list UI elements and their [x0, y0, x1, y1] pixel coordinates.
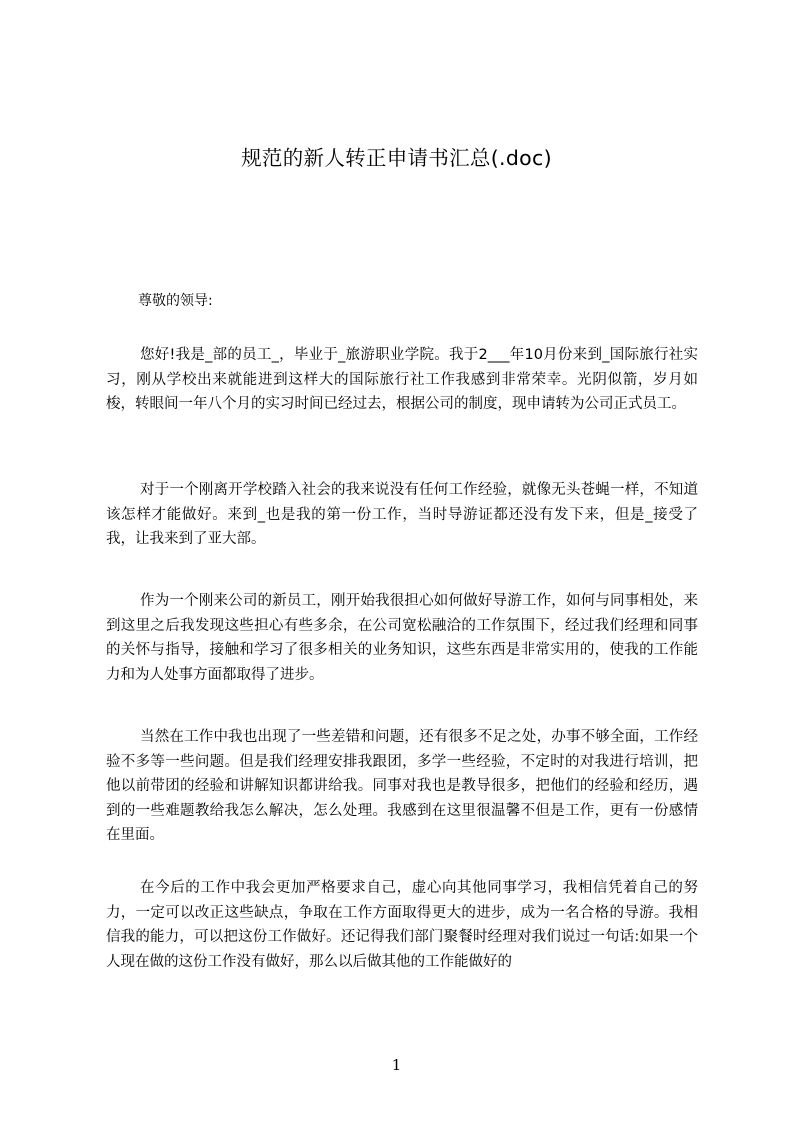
paragraph-1: 您好!我是_部的员工_，毕业于_旅游职业学院。我于2___年10月份来到_国际旅行社实习，刚从学校出来就能进到这样大的国际旅行社工作我感到非常荣幸。光阴似箭，岁月如梭，转眼间一年八个月的实习时间已经过去，根据公司的制度，现申请转为公司正式员工。: [106, 347, 698, 413]
document-title: 规范的新人转正申请书汇总(.doc): [241, 146, 552, 170]
paragraph-4: 当然在工作中我也出现了一些差错和问题，还有很多不足之处，办事不够全面，工作经验不多等一些问题。但是我们经理安排我跟团，多学一些经验，不定时的对我进行培训，把他以前带团的经验和讲解知识都讲给我。同事对我也是教导很多，把他们的经验和经历，遇到的一些难题教给我怎么解决，怎么处理。我感到在这里很温馨不但是工作，更有一份感情在里面。: [106, 729, 698, 844]
paragraph-3: 作为一个刚来公司的新员工，刚开始我很担心如何做好导游工作，如何与同事相处，来到这里之后我发现这些担心有些多余，在公司宽松融洽的工作氛围下，经过我们经理和同事的关怀与指导，接触和学习了很多相关的业务知识，这些东西是非常实用的，使我的工作能力和为人处事方面都取得了进步。: [106, 593, 698, 683]
paragraph-5: 在今后的工作中我会更加严格要求自己，虚心向其他同事学习，我相信凭着自己的努力，一定可以改正这些缺点，争取在工作方面取得更大的进步，成为一名合格的导游。我相信我的能力，可以把这份工作做好。还记得我们部门聚餐时经理对我们说过一句话:如果一个人现在做的这份工作没有做好，那么以后做其他的工作能做好的: [106, 880, 698, 970]
paragraph-2: 对于一个刚离开学校踏入社会的我来说没有任何工作经验，就像无头苍蝇一样，不知道该怎样才能做好。来到_也是我的第一份工作，当时导游证都还没有发下来，但是_接受了我，让我来到了亚大部。: [106, 482, 698, 548]
salutation: 尊敬的领导:: [138, 293, 213, 309]
page-number: 1: [391, 1056, 402, 1074]
